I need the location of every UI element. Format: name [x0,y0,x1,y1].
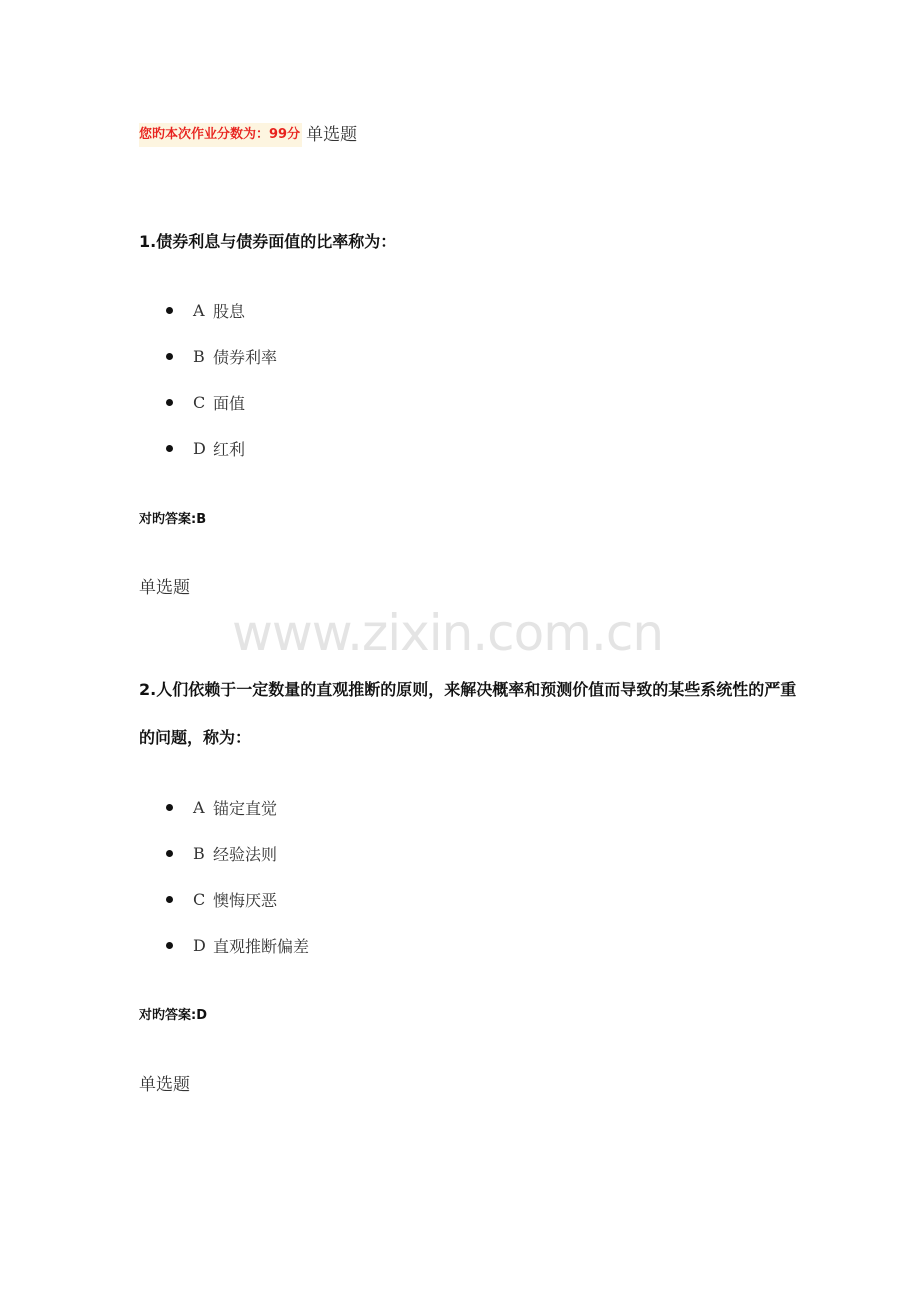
option-letter: D [193,438,206,458]
option-item [166,876,309,922]
option-item [166,830,309,876]
score-text: 您旳本次作业分数为：99分 [139,123,302,147]
correct-answer: 对旳答案:B [139,512,207,527]
bullet-icon [166,353,173,360]
question-type-label: 单选题 [306,125,358,145]
option-list [166,287,277,471]
option-letter: B [193,346,205,366]
bullet-icon [166,804,173,811]
option-item [166,287,277,333]
bullet-icon [166,399,173,406]
option-text: 懊悔厌恶 [213,890,278,910]
bullet-icon [166,445,173,452]
option-text: 红利 [213,439,246,459]
bullet-icon [166,896,173,903]
option-text: 面值 [213,393,246,413]
option-letter: A [193,300,205,320]
option-text: 直观推断偏差 [213,936,310,956]
question-type-label: 单选题 [139,1075,190,1095]
watermark-text: www.zixin.com.cn [232,604,664,662]
option-item [166,784,309,830]
correct-answer: 对旳答案:D [139,1008,207,1023]
question-type-label: 单选题 [139,578,190,598]
question-title: 2.人们依赖于一定数量的直观推断的原则，来解决概率和预测价值而导致的某些系统性的严重的问题，称为： [139,680,797,747]
option-item [166,333,277,379]
bullet-icon [166,850,173,857]
option-text: 股息 [213,301,246,321]
option-text: 锚定直觉 [213,798,278,818]
option-item [166,922,309,968]
score-line [139,122,357,148]
option-letter: D [193,935,206,955]
option-letter: C [193,392,206,412]
option-text: 经验法则 [213,844,278,864]
option-item [166,425,277,471]
option-letter: C [193,889,206,909]
option-letter: B [193,843,205,863]
question-title: 1.债券利息与债券面值的比率称为： [139,232,397,251]
option-list [166,784,309,968]
bullet-icon [166,307,173,314]
option-text: 债券利率 [213,347,278,367]
bullet-icon [166,942,173,949]
option-letter: A [193,797,205,817]
option-item [166,379,277,425]
